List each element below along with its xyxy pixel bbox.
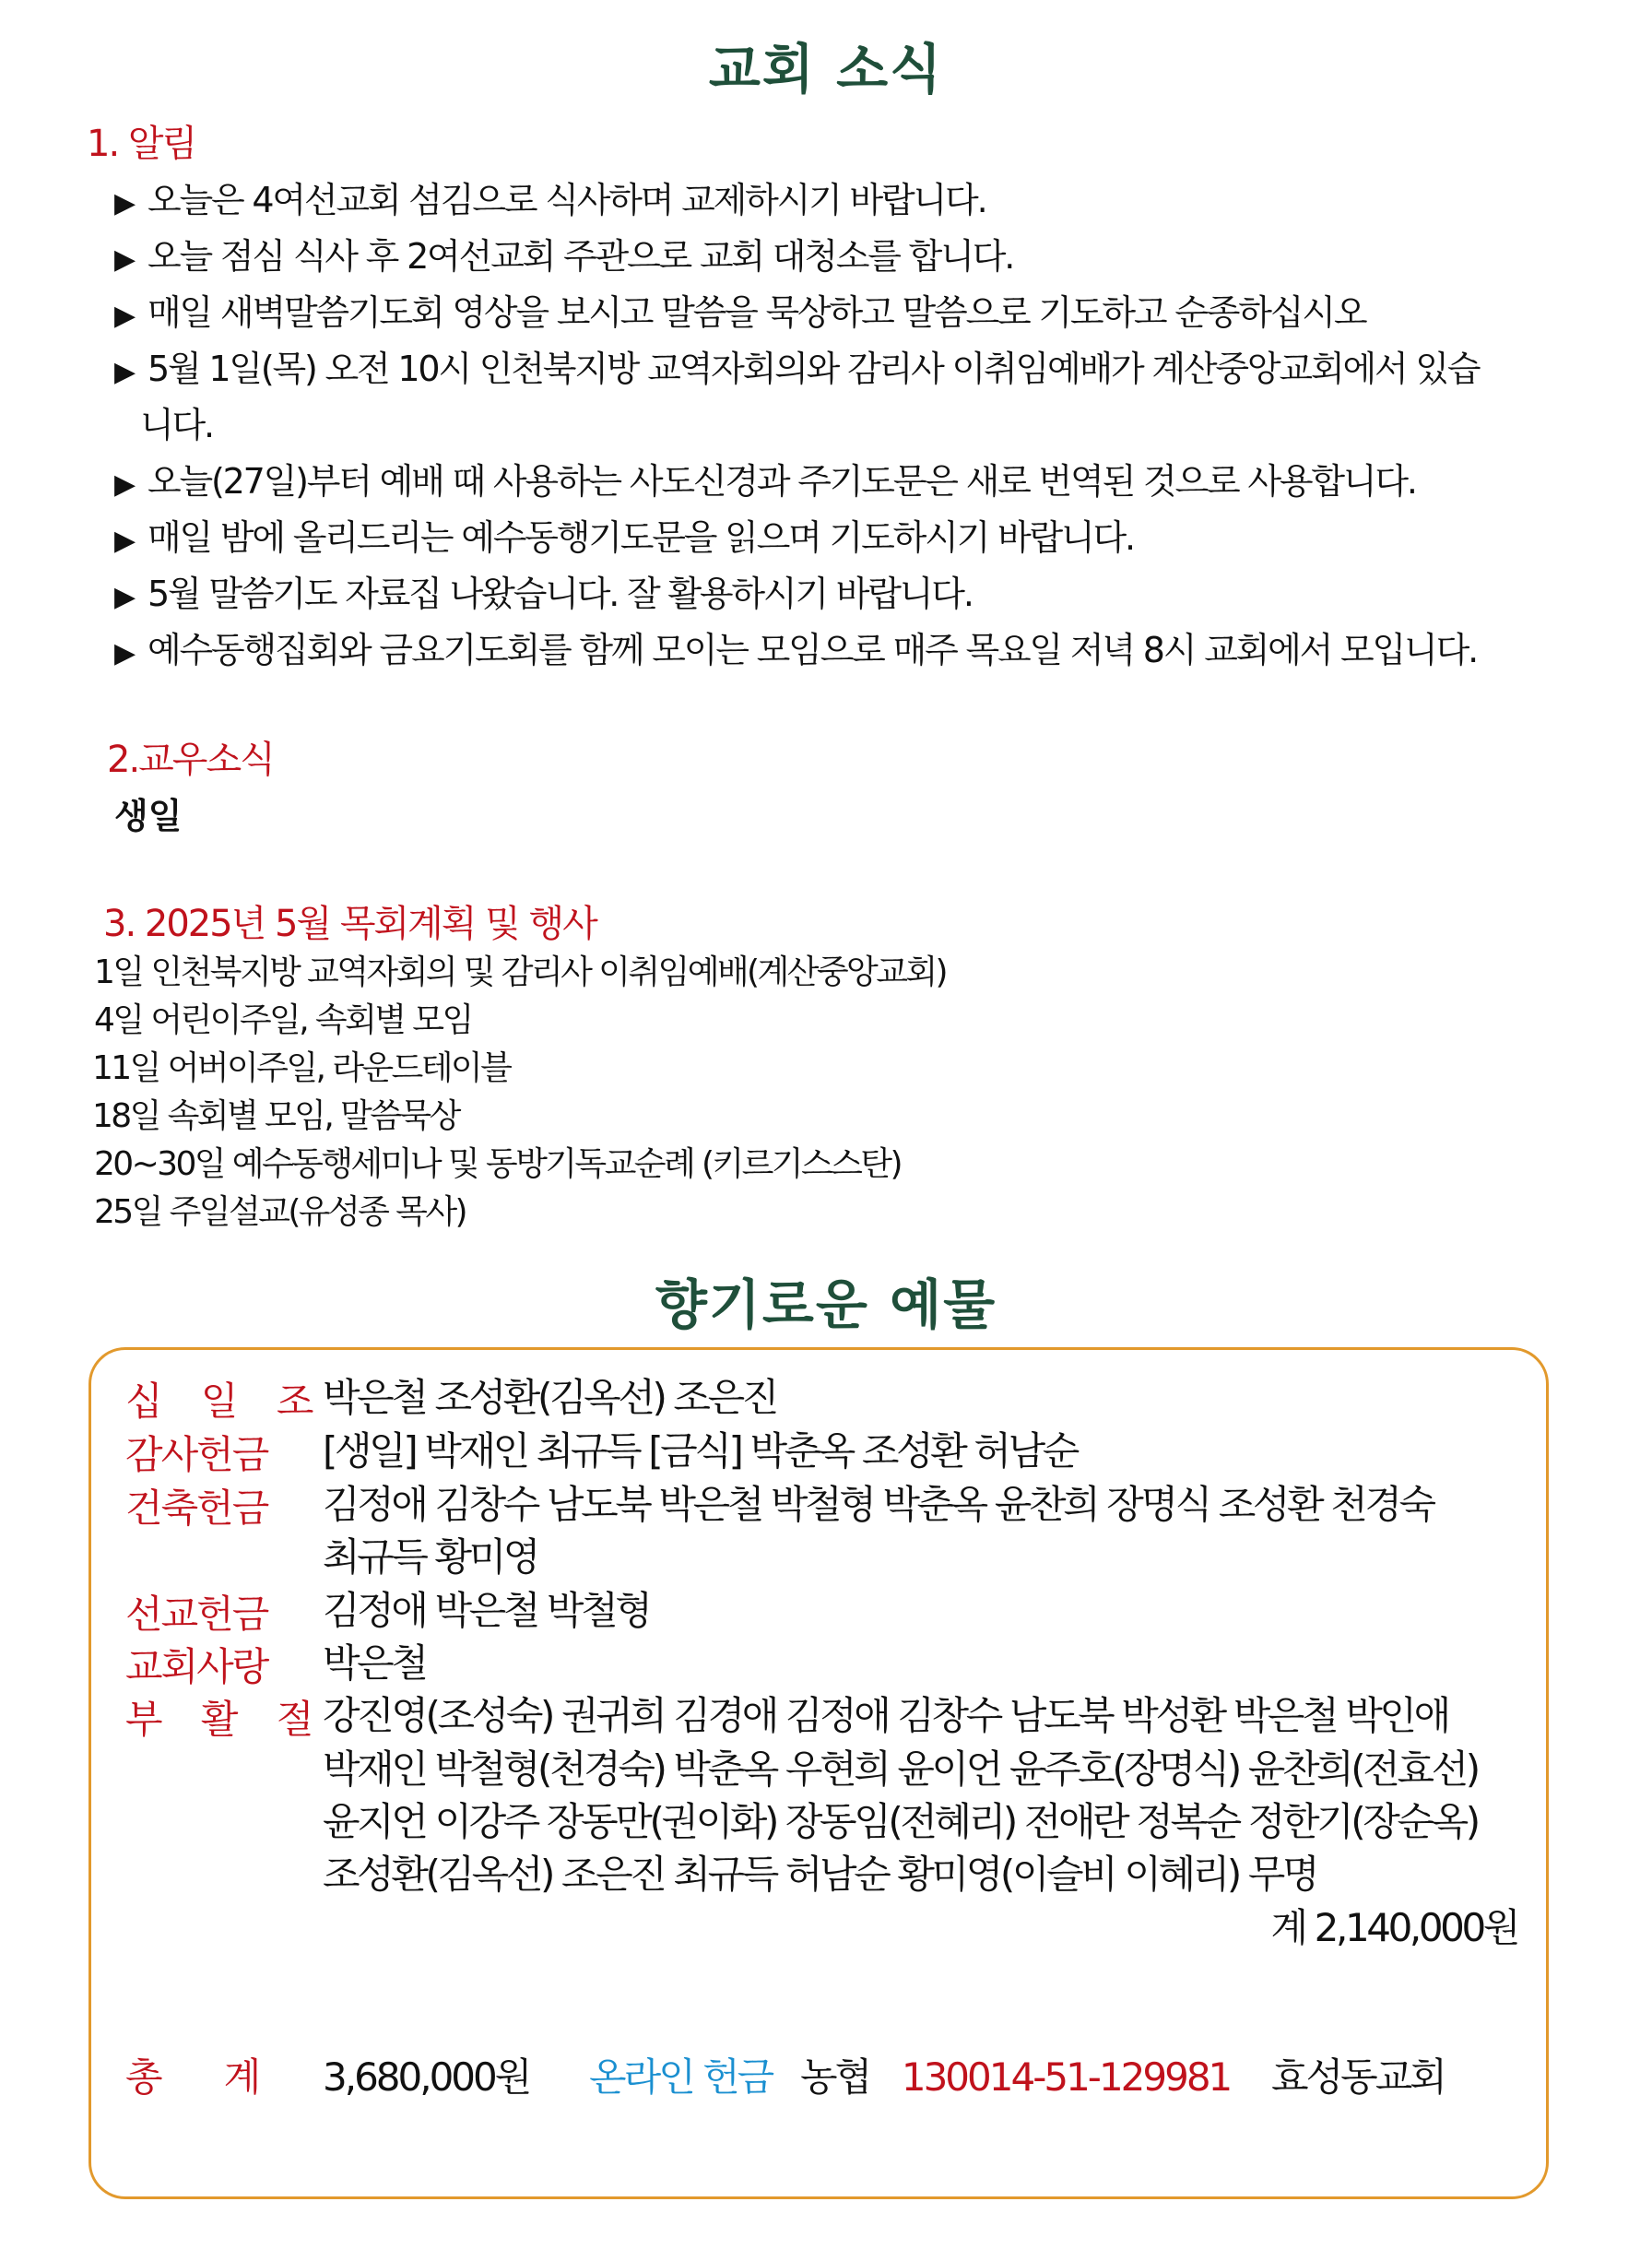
offering-label-easter: 부 활 절 bbox=[125, 1697, 327, 1742]
notice-item: ▶ 오늘(27일)부터 예배 때 사용하는 사도신경과 주기도문은 새로 번역된 것으로 사용합니다. bbox=[114, 461, 1416, 502]
bullet-triangle-icon: ▶ bbox=[114, 243, 134, 276]
offering-label-building: 건축헌금 bbox=[125, 1486, 268, 1531]
notice-item: ▶ 오늘 점심 식사 후 2여선교회 주관으로 교회 대청소를 합니다. bbox=[114, 236, 1014, 277]
offering-label-thanks: 감사헌금 bbox=[125, 1432, 268, 1477]
offerings-title: 향기로운 예물 bbox=[655, 1273, 997, 1336]
notices-heading: 1. 알림 bbox=[87, 123, 196, 165]
total-amount: 3,680,000원 bbox=[323, 2054, 530, 2100]
offering-names: 김정애 김창수 남도북 박은철 박철형 박춘옥 윤찬희 장명식 조성환 천경숙 bbox=[323, 1482, 1434, 1527]
offering-names: 조성환(김옥선) 조은진 최규득 허남순 황미영(이슬비 이혜리) 무명 bbox=[323, 1852, 1317, 1897]
offering-names: 최규득 황미영 bbox=[323, 1534, 537, 1580]
notice-item: ▶ 예수동행집회와 금요기도회를 함께 모이는 모임으로 매주 목요일 저녁 8시 교회에서 모입니다. bbox=[114, 630, 1477, 670]
offering-names: 윤지언 이강주 장동만(권이화) 장동임(전혜리) 전애란 정복순 정한기(장순옥) bbox=[323, 1799, 1478, 1844]
account-number: 130014-51-129981 bbox=[901, 2054, 1231, 2100]
bullet-triangle-icon: ▶ bbox=[114, 187, 134, 219]
online-offering-label: 온라인 헌금 bbox=[589, 2054, 773, 2100]
total-row bbox=[323, 2047, 1445, 2102]
bullet-triangle-icon: ▶ bbox=[114, 300, 134, 332]
notice-item: ▶ 매일 새벽말씀기도회 영상을 보시고 말씀을 묵상하고 말씀으로 기도하고 순종하십시오 bbox=[114, 292, 1366, 333]
schedule-heading: 3. 2025년 5월 목회계획 및 행사 bbox=[103, 903, 596, 945]
bullet-triangle-icon: ▶ bbox=[114, 525, 134, 557]
bank-name: 농협 bbox=[799, 2054, 870, 2100]
offering-label-church-love: 교회사랑 bbox=[125, 1644, 268, 1689]
schedule-item: 11일 어버이주일, 라운드테이블 bbox=[92, 1049, 511, 1087]
schedule-item: 1일 인천북지방 교역자회의 및 감리사 이취임예배(계산중앙교회) bbox=[94, 953, 946, 991]
notice-item: ▶ 오늘은 4여선교회 섬김으로 식사하며 교제하시기 바랍니다. bbox=[114, 180, 986, 220]
birthday-label: 생일 bbox=[114, 796, 183, 836]
members-heading: 2.교우소식 bbox=[107, 739, 274, 781]
notice-item: ▶ 5월 1일(목) 오전 10시 인천북지방 교역자회의와 감리사 이취임예배가 계산중앙교회에서 있습 bbox=[114, 349, 1480, 389]
offering-names: 박은철 bbox=[323, 1640, 426, 1686]
notice-item: ▶ 매일 밤에 올리드리는 예수동행기도문을 읽으며 기도하시기 바랍니다. bbox=[114, 517, 1134, 558]
schedule-item: 18일 속회별 모임, 말씀묵상 bbox=[92, 1097, 459, 1135]
easter-subtotal: 계 2,140,000원 bbox=[1270, 1905, 1517, 1950]
offering-names: 박재인 박철형(천경숙) 박춘옥 우현희 윤이언 윤주호(장명식) 윤찬희(전효선) bbox=[323, 1746, 1478, 1792]
schedule-item: 20~30일 예수동행세미나 및 동방기독교순례 (키르기스스탄) bbox=[94, 1145, 901, 1183]
offering-names: 강진영(조성숙) 권귀희 김경애 김정애 김창수 남도북 박성환 박은철 박인애 bbox=[323, 1693, 1448, 1738]
account-holder: 효성동교회 bbox=[1271, 2054, 1445, 2100]
page-title: 교회 소식 bbox=[708, 38, 944, 101]
offering-names: [생일] 박재인 최규득 [금식] 박춘옥 조성환 허남순 bbox=[323, 1428, 1077, 1474]
bullet-triangle-icon: ▶ bbox=[114, 637, 134, 669]
schedule-item: 25일 주일설교(유성종 목사) bbox=[94, 1193, 466, 1231]
notice-item: ▶ 5월 말씀기도 자료집 나왔습니다. 잘 활용하시기 바랍니다. bbox=[114, 574, 973, 614]
notice-item-continuation: 니다. bbox=[140, 405, 213, 445]
total-label: 총 계 bbox=[125, 2054, 260, 2100]
offering-label-mission: 선교헌금 bbox=[125, 1592, 268, 1637]
schedule-item: 4일 어린이주일, 속회별 모임 bbox=[94, 1001, 472, 1039]
bullet-triangle-icon: ▶ bbox=[114, 356, 134, 388]
bullet-triangle-icon: ▶ bbox=[114, 581, 134, 613]
bullet-triangle-icon: ▶ bbox=[114, 468, 134, 501]
offering-label-tithe: 십 일 조 bbox=[125, 1379, 327, 1424]
offering-names: 박은철 조성환(김옥선) 조은진 bbox=[323, 1375, 776, 1420]
offering-names: 김정애 박은철 박철형 bbox=[323, 1588, 650, 1633]
